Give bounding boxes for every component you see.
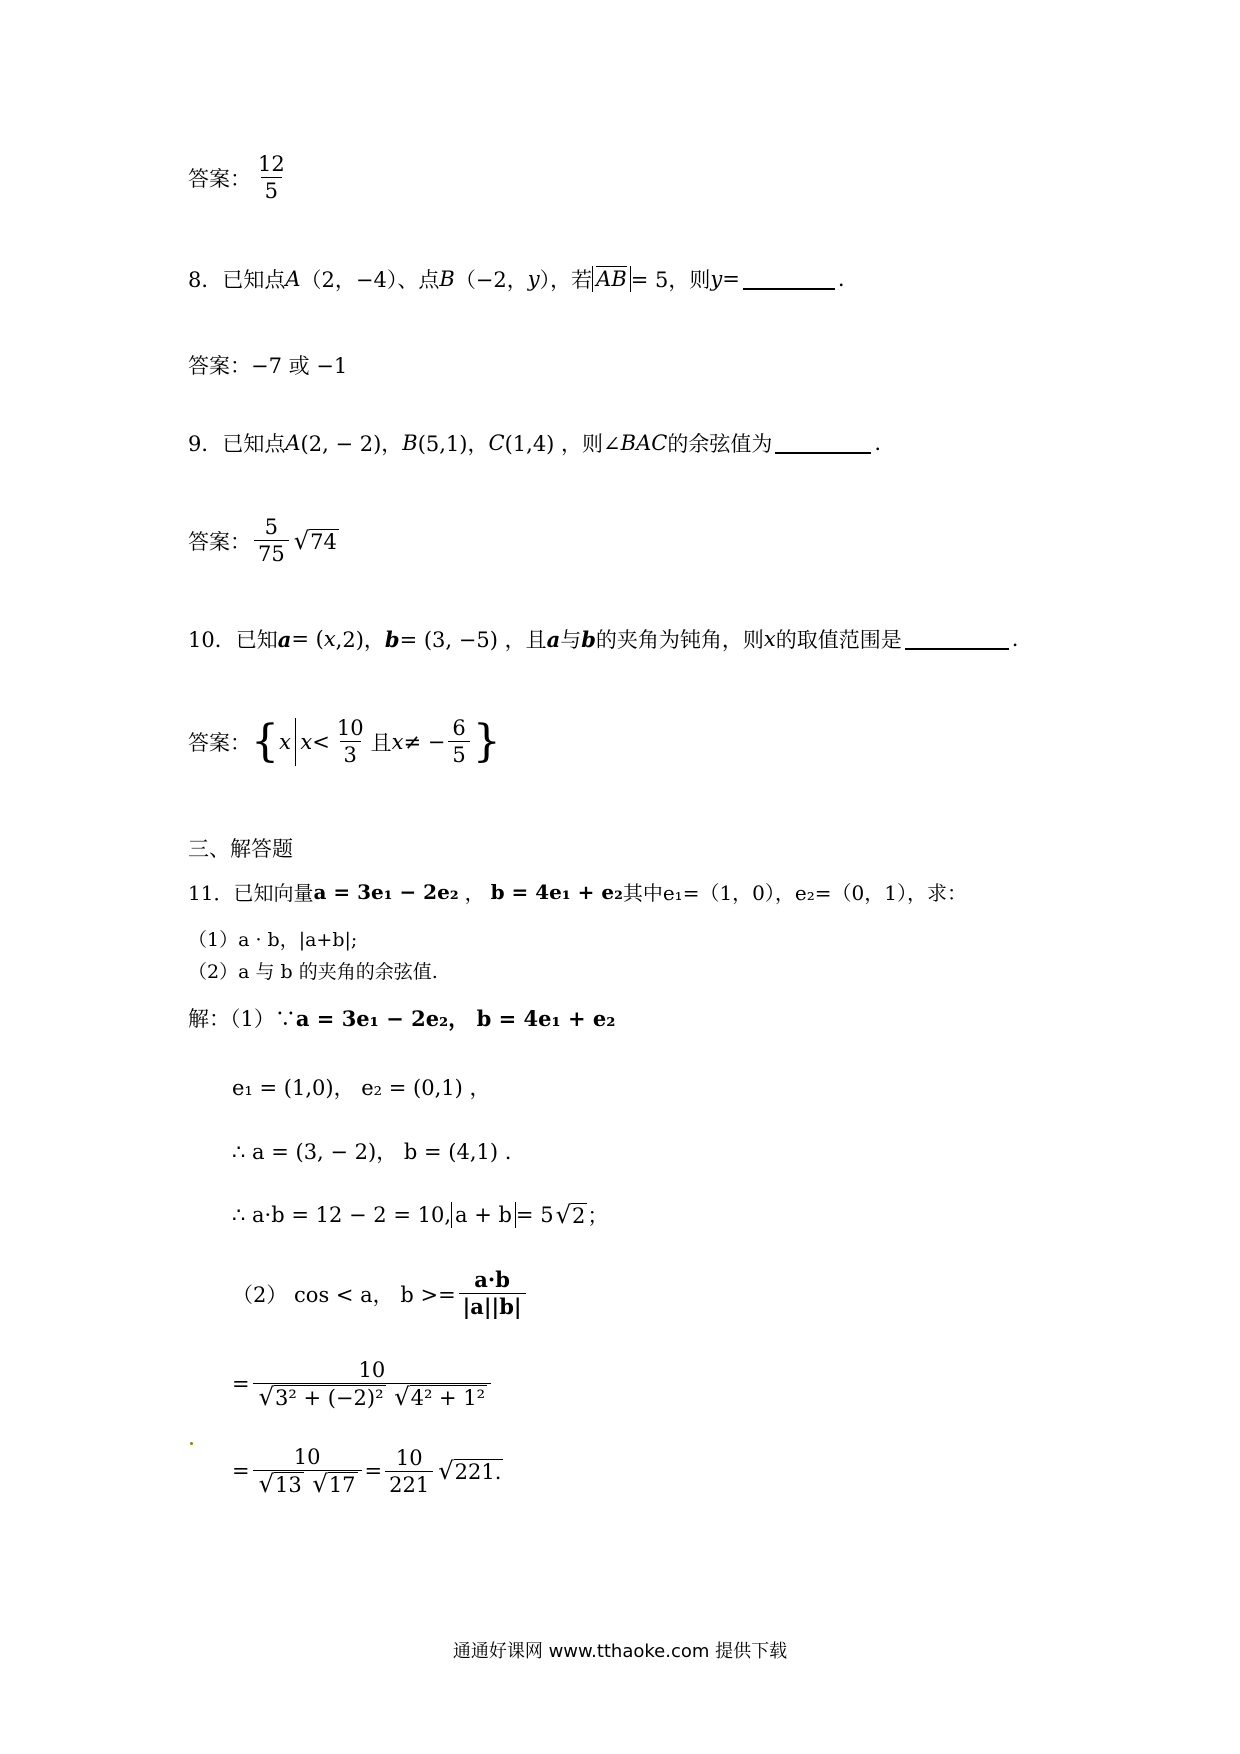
set-bar [295, 718, 297, 766]
q8-text: = [722, 267, 740, 291]
q8-text: ），若 [539, 268, 593, 292]
q11-text: e₁=（1，0）， [662, 881, 795, 905]
q8-text: . [837, 267, 845, 291]
q11-text: 11．已知向量 [188, 881, 314, 905]
solution-label: 解：（1）∵ [188, 1007, 296, 1031]
answer-text: < [312, 729, 330, 754]
radicand: 3² + (−2)² [275, 1386, 384, 1411]
denominator [253, 1470, 362, 1497]
fraction [253, 1358, 491, 1410]
question-10 [188, 624, 1018, 654]
answer-text: ≠ − [403, 729, 446, 754]
answer-text: 且 [370, 730, 392, 755]
sqrt-expr: √ 221. [438, 1457, 502, 1486]
answer-8 [188, 350, 347, 380]
footer-text: 通通好课网 www.tthaoke.com 提供下载 [452, 1641, 788, 1662]
q10-text: 与 [560, 628, 582, 652]
fraction [253, 1445, 362, 1497]
sqrt-expr: √ 2 [555, 1200, 586, 1229]
vector-ab: AB [596, 266, 627, 291]
q9-text: 9．已知点 [188, 432, 286, 456]
sqrt-expr: √ 3² + (−2)² [258, 1383, 384, 1412]
fraction [254, 152, 289, 203]
point-c: C [488, 431, 505, 455]
q8-text: = 5，则 [630, 268, 711, 292]
var-y: y [527, 267, 540, 291]
q9-text: (5,1)， [417, 432, 489, 456]
radicand: 13 [275, 1473, 302, 1498]
point-a: A [285, 431, 301, 455]
denominator [253, 1383, 491, 1410]
denominator: |a||b| [459, 1293, 526, 1319]
solution-line-2: e₁ = (1,0)， e₂ = (0,1) ， [232, 1076, 491, 1100]
q8-text: 8．已知点 [188, 268, 286, 292]
solution-line-7: = 10 √ 13 √ 17 = $\frac{10}{221}$ √ 221. [232, 1445, 502, 1499]
angle-bac: BAC [620, 431, 668, 455]
question-9 [188, 428, 881, 458]
q10-text: = ( [291, 627, 324, 651]
var-y: y [710, 267, 723, 291]
numerator: 10 [293, 1445, 321, 1469]
answer-9 [188, 515, 339, 566]
abs-vector-ab [592, 266, 631, 292]
q10-text: . [1011, 627, 1019, 651]
fraction [254, 515, 289, 566]
point-b: B [402, 431, 418, 455]
denominator: 221 [385, 1471, 433, 1497]
var-x: x [300, 729, 313, 754]
solution-line-1 [188, 1003, 615, 1033]
radicand: 2 [571, 1204, 586, 1229]
solution-text: = 5 [515, 1203, 554, 1227]
answer-blank [775, 432, 871, 454]
q11-part1: （1）a · b，|a+b|; [188, 929, 358, 951]
numerator: 10 [336, 716, 364, 740]
q9-text: (2, − 2)， [300, 432, 403, 456]
var-x: x [763, 627, 776, 651]
point-b: B [439, 267, 455, 291]
q11-text: 其中 [622, 881, 663, 905]
question-8 [188, 264, 845, 294]
numerator: 12 [258, 152, 285, 176]
denominator: 5 [448, 741, 469, 767]
numerator: 5 [264, 515, 279, 539]
q10-text: 10．已知 [188, 628, 278, 652]
q11-part2: （2）a 与 b 的夹角的余弦值. [188, 961, 438, 983]
sqrt-expr: √ 17 [312, 1470, 356, 1499]
denominator: 3 [340, 741, 361, 767]
q8-text: （−2， [454, 268, 528, 292]
solution-text: ∴ a·b = 12 − 2 = 10, [232, 1203, 451, 1227]
numerator: 6 [452, 716, 466, 740]
expr-a: a = 3e₁ − 2e₂ [313, 879, 459, 904]
question-11: 11．已知向量 a = 3e₁ − 2e₂ ， b = 4e₁ + e₂ 其中 e₁=（1，0）， e₂=（0，1），求： [188, 877, 967, 906]
right-brace: } [472, 715, 501, 767]
answer-label: 答案： [188, 354, 251, 378]
vector-a: a [546, 626, 561, 652]
q10-text: ,2)， [335, 628, 385, 652]
solution-text: （2） cos < a， b >= [232, 1282, 456, 1307]
point-a: A [285, 267, 301, 291]
answer-7 [188, 152, 292, 203]
fraction [459, 1268, 526, 1319]
answer-blank [743, 268, 835, 290]
vector-b: b [581, 626, 596, 652]
sqrt-expr: √ 13 [258, 1470, 302, 1499]
answer-value: −7 或 −1 [251, 354, 348, 378]
answer-label: 答案： [188, 166, 251, 191]
expr-b: b = 4e₁ + e₂ [490, 879, 623, 904]
denominator: 5 [261, 177, 282, 203]
abs-a-plus-b: a + b [451, 1202, 516, 1228]
var-x: x [279, 729, 291, 754]
q8-text: （2，−4）、点 [300, 268, 440, 292]
denominator: 75 [254, 540, 289, 566]
answer-10 [188, 716, 501, 767]
q10-text: 的取值范围是 [775, 628, 902, 652]
answer-label: 答案： [188, 730, 251, 755]
solution-line-4 [232, 1200, 608, 1230]
left-brace: { [251, 715, 280, 767]
solution-line-3: ∴ a = (3, − 2)， b = (4,1) . [232, 1140, 512, 1164]
numerator: 10 [395, 1445, 423, 1470]
radicand: 17 [328, 1473, 356, 1498]
q9-text: 的余弦值为 [667, 432, 773, 456]
numerator: a·b [474, 1267, 510, 1292]
var-x: x [323, 627, 336, 651]
fraction [333, 716, 368, 767]
numerator: 10 [358, 1358, 386, 1382]
radicand: 74 [310, 529, 337, 554]
fraction [448, 716, 469, 767]
var-x: x [391, 729, 404, 754]
sqrt-expr: √ 74 [293, 526, 337, 555]
sqrt-expr: √ 4² + 1² [394, 1383, 486, 1412]
answer-blank [905, 628, 1009, 650]
answer-label: 答案： [188, 529, 251, 554]
solution-text: ； [587, 1204, 609, 1228]
q9-text: (1,4) ，则∠ [504, 432, 621, 456]
q10-text: 的夹角为钝角，则 [595, 628, 764, 652]
fraction [385, 1446, 433, 1497]
section-title: 三、解答题 [188, 837, 293, 861]
radicand: 4² + 1² [410, 1386, 486, 1411]
vector-a: a [277, 626, 292, 652]
solution-line-6: = 10 √ 3² + (−2)² √ 4² + 1² [232, 1358, 494, 1410]
solution-line-5 [232, 1268, 529, 1319]
stray-dot [190, 1442, 193, 1445]
radicand: 221. [454, 1460, 502, 1485]
q9-text: . [874, 431, 882, 455]
q11-text: e₂=（0，1），求： [794, 881, 967, 905]
solution-expr: a = 3e₁ − 2e₂， b = 4e₁ + e₂ [295, 1006, 616, 1031]
vector-b: b [384, 626, 400, 652]
q10-text: = (3, −5) ，且 [399, 628, 547, 652]
